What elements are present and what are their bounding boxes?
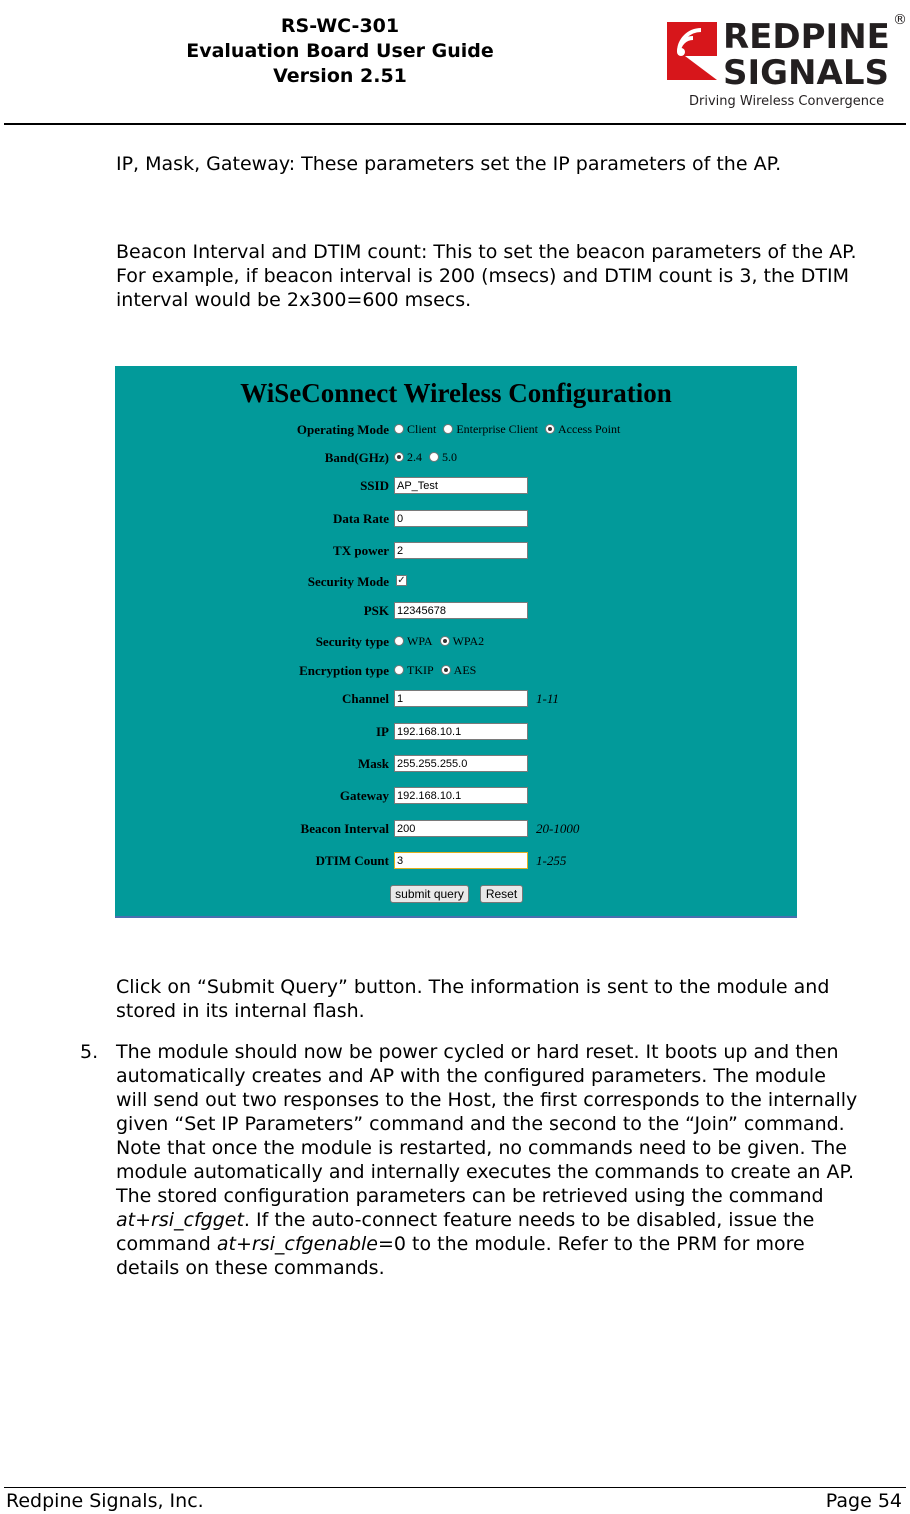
config-screenshot [115,366,797,924]
logo-tagline: Driving Wireless Convergence [689,94,885,109]
ip-label: IP [376,724,389,739]
encryption-type-label: Encryption type [299,663,389,678]
mask-label: Mask [357,756,389,771]
list-item-number: 5. [80,1041,99,1063]
ip-row [115,723,797,743]
band-row [115,449,797,469]
tx-power-row [115,542,797,562]
beacon-interval-hint: 20-1000 [536,821,580,836]
psk-row [115,602,797,622]
gateway-input[interactable]: 192.168.10.1 [394,787,528,804]
paragraph-ip-mask-gateway: IP, Mask, Gateway: These parameters set the IP parameters of the AP. [116,153,782,175]
header-divider [4,123,906,125]
radio-icon[interactable] [429,452,439,462]
dtim-count-input[interactable]: 3 [394,852,528,869]
logo-brand-line1: REDPINE [723,17,890,57]
encryption-type-row [115,662,797,682]
channel-label: Channel [342,691,389,706]
mode-enterprise-client-option[interactable]: Enterprise Client [443,422,538,436]
band-5-0-option[interactable]: 5.0 [429,450,457,464]
band-label: Band(GHz) [324,450,389,465]
footer-divider [4,1487,906,1488]
dtim-count-row [115,852,797,872]
form-buttons-row [115,885,797,905]
ip-input[interactable]: 192.168.10.1 [394,723,528,740]
encryption-tkip-option[interactable]: TKIP [394,663,434,677]
ssid-label: SSID [360,478,389,493]
list-item-5: The module should now be power cycled or hard reset. It boots up and then automatically creates and AP with the configured parameters. The module will send out two responses to the Host, the first corresponds to the internally given “Set IP Parameters” command and the second to the “Join” command. Note that once the module is restarted, no commands need to be given. The module automatically and internally executes the commands to create an AP. The stored configuration parameters can be retrieved using the command at+rsi_cfgget. If the auto-connect feature needs to be disabled, issue the command at+rsi_cfgenable=0 to the module. Refer to the PRM for more details on these commands. [116,1041,858,1279]
beacon-interval-input[interactable]: 200 [394,820,528,837]
screenshot-bottom-edge [115,916,797,924]
command-cfgget: at+rsi_cfgget [116,1209,244,1231]
beacon-interval-label: Beacon Interval [300,821,389,836]
encryption-aes-option[interactable]: AES [441,663,477,677]
logo-brand-line2: SIGNALS [723,53,889,93]
ssid-input[interactable]: AP_Test [394,477,528,494]
submit-query-button[interactable]: submit query [390,885,469,903]
tx-power-label: TX power [333,543,389,558]
redpine-signals-logo [665,8,905,113]
mode-access-point-option[interactable]: Access Point [545,422,620,436]
security-type-label: Security type [315,634,389,649]
channel-row [115,690,797,710]
doc-id: RS-WC-301 [280,15,400,37]
radio-selected-icon[interactable] [394,452,404,462]
channel-input[interactable]: 1 [394,690,528,707]
mask-row [115,755,797,775]
psk-label: PSK [363,603,389,618]
paragraph-submit-query: Click on “Submit Query” button. The information is sent to the module and stored in its internal flash. [116,976,830,1022]
radio-icon[interactable] [394,636,404,646]
security-wpa2-option[interactable]: WPA2 [440,634,485,648]
tx-power-input[interactable]: 2 [394,542,528,559]
channel-hint: 1-11 [536,691,559,706]
radio-icon[interactable] [394,424,404,434]
mode-client-option[interactable]: Client [394,422,436,436]
reset-button[interactable]: Reset [480,885,523,903]
command-cfgenable: at+rsi_cfgenable= [216,1233,394,1255]
radio-selected-icon[interactable] [441,665,451,675]
security-type-row [115,633,797,653]
data-rate-input[interactable]: 0 [394,510,528,527]
ssid-row [115,477,797,497]
footer-company: Redpine Signals, Inc. [6,1490,204,1512]
mask-input[interactable]: 255.255.255.0 [394,755,528,772]
radio-selected-icon[interactable] [545,424,555,434]
psk-input[interactable]: 12345678 [394,602,528,619]
gateway-label: Gateway [339,788,389,803]
gateway-row [115,787,797,807]
document-header [150,14,530,89]
paragraph-beacon-dtim: Beacon Interval and DTIM count: This to set the beacon parameters of the AP. For example, if beacon interval is 200 (msecs) and DTIM count is 3, the DTIM interval would be 2x300=600 msecs. [116,241,857,311]
dtim-count-label: DTIM Count [315,853,389,868]
radio-icon[interactable] [443,424,453,434]
beacon-interval-row [115,820,797,840]
logo-registered: ® [893,12,907,28]
data-rate-label: Data Rate [333,511,389,526]
dtim-count-hint: 1-255 [536,853,567,868]
radio-selected-icon[interactable] [440,636,450,646]
radio-icon[interactable] [394,665,404,675]
footer-page-number: Page 54 [825,1490,902,1512]
operating-mode-row [115,421,797,441]
doc-title: Evaluation Board User Guide [186,40,494,62]
data-rate-row [115,510,797,530]
band-2-4-option[interactable]: 2.4 [394,450,422,464]
doc-version: Version 2.51 [273,65,407,87]
security-wpa-option[interactable]: WPA [394,634,433,648]
security-mode-checkbox[interactable]: ✓ [397,575,406,586]
security-mode-row [115,573,797,593]
security-mode-label: Security Mode [307,574,389,589]
operating-mode-label: Operating Mode [296,422,389,437]
config-title: WiSeConnect Wireless Configuration [240,378,672,408]
